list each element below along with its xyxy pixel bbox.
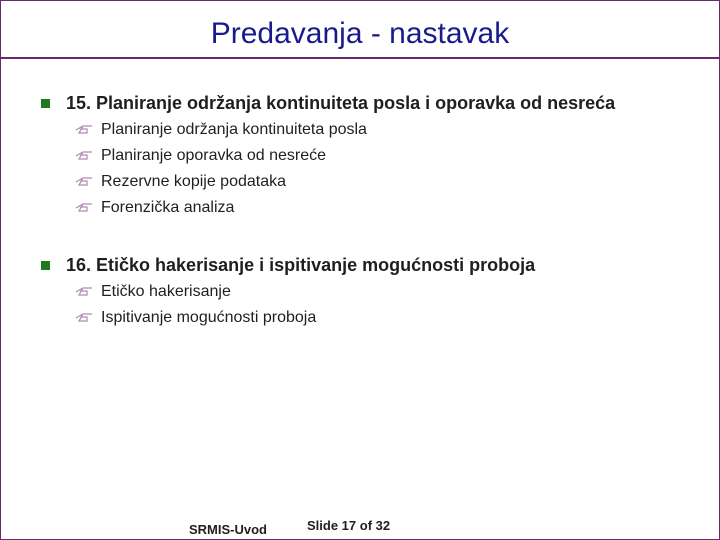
pointing-hand-icon <box>75 202 93 214</box>
section-heading-text: 16. Etičko hakerisanje i ispitivanje mogućnosti proboja <box>66 255 536 275</box>
list-item <box>75 121 367 139</box>
pointing-hand-icon <box>75 176 93 188</box>
pointing-hand-icon <box>75 312 93 324</box>
list-item-text: Etičko hakerisanje <box>101 283 231 300</box>
title-divider <box>1 57 719 59</box>
footer-presentation-name: SRMIS-Uvod <box>189 522 267 537</box>
square-bullet-icon <box>41 99 50 108</box>
list-item-text: Forenzička analiza <box>101 199 235 216</box>
list-item <box>75 199 234 217</box>
square-bullet-icon <box>41 261 50 270</box>
section-heading-15 <box>41 93 615 114</box>
section-heading-16 <box>41 255 535 276</box>
list-item <box>75 283 231 301</box>
list-item <box>75 309 316 327</box>
slide-title: Predavanja - nastavak <box>210 17 510 50</box>
pointing-hand-icon <box>75 286 93 298</box>
pointing-hand-icon <box>75 150 93 162</box>
footer-slide-number: Slide 17 of 32 <box>307 518 391 533</box>
list-item <box>75 147 326 165</box>
list-item-text: Ispitivanje mogućnosti proboja <box>101 309 317 326</box>
list-item <box>75 173 286 191</box>
section-heading-text: 15. Planiranje održanja kontinuiteta posla i oporavka od nesreća <box>66 93 616 113</box>
list-item-text: Planiranje održanja kontinuiteta posla <box>101 121 367 138</box>
pointing-hand-icon <box>75 124 93 136</box>
list-item-text: Rezervne kopije podataka <box>101 173 287 190</box>
list-item-text: Planiranje oporavka od nesreće <box>101 147 327 164</box>
